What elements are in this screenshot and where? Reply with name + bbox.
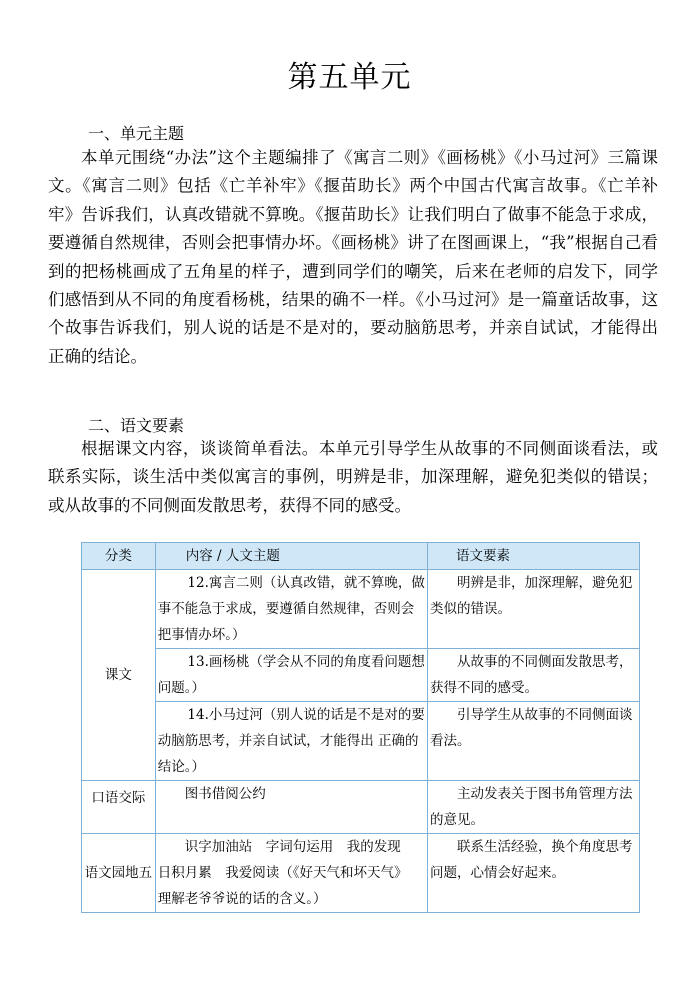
header-category: 分类	[82, 543, 156, 570]
table-row	[82, 834, 640, 913]
lesson-13-content: 13.画杨桃（学会从不同的角度看问题想问题。）	[155, 649, 427, 702]
page-title: 第五单元	[287, 60, 412, 95]
category-garden: 语文园地五	[82, 834, 156, 913]
lesson-14-content: 14.小马过河（别人说的话是不是对的要动脑筋思考，并亲自试试，才能得出 正确的结论。）	[155, 702, 427, 781]
header-element: 语文要素	[428, 543, 640, 570]
table-row	[82, 702, 640, 781]
section-heading-elements: 二、语文要素	[88, 416, 185, 435]
unit-overview-table	[81, 542, 640, 913]
table-row	[82, 570, 640, 649]
lesson-14-element: 引导学生从故事的不同侧面谈看法。	[428, 702, 640, 781]
garden-element: 联系生活经验，换个角度思考问题，心情会好起来。	[428, 834, 640, 913]
oral-element: 主动发表关于图书角管理方法的意见。	[428, 781, 640, 834]
lesson-12-element: 明辨是非，加深理解，避免犯类似的错误。	[428, 570, 640, 649]
table-header-row	[82, 543, 640, 570]
category-kewen: 课文	[82, 570, 156, 781]
table-row	[82, 781, 640, 834]
header-content: 内容 / 人文主题	[155, 543, 427, 570]
section-heading-theme: 一、单元主题	[88, 124, 185, 143]
lesson-12-content: 12.寓言二则（认真改错，就不算晚，做事不能急于求成，要遵循自然规律，否则会把事情办坏。）	[155, 570, 427, 649]
category-oral: 口语交际	[82, 781, 156, 834]
table-row	[82, 649, 640, 702]
section-body-theme: 本单元围绕“办法”这个主题编排了《寓言二则》《画杨桃》《小马过河》三篇课文。《寓言二则》包括《亡羊补牢》《揠苗助长》两个中国古代寓言故事。《亡羊补牢》告诉我们，认真改错就不算晚。《揠苗助长》让我们明白了做事不能急于求成，要遵循自然规律，否则会把事情办坏。《画杨桃》讲了在图画课上，“我”根据自己看到的把杨桃画成了五角星的样子，遭到同学们的嘲笑，后来在老师的启发下，同学们感悟到从不同的角度看杨桃，结果的确不一样。《小马过河》是一篇童话故事，这个故事告诉我们，别人说的话是不是对的，要动脑筋思考，并亲自试试，才能得出正确的结论。	[48, 148, 658, 366]
section-body-elements: 根据课文内容，谈谈简单看法。本单元引导学生从故事的不同侧面谈看法，或联系实际，谈生活中类似寓言的事例，明辨是非，加深理解，避免犯类似的错误；或从故事的不同侧面发散思考，获得不同的感受。	[48, 439, 658, 515]
garden-content: 识字加油站 字词句运用 我的发现 日积月累 我爱阅读（《好天气和坏天气》 理解老爷爷说的话的含义。）	[155, 834, 427, 913]
lesson-13-element: 从故事的不同侧面发散思考，获得不同的感受。	[428, 649, 640, 702]
oral-content: 图书借阅公约	[155, 781, 427, 834]
